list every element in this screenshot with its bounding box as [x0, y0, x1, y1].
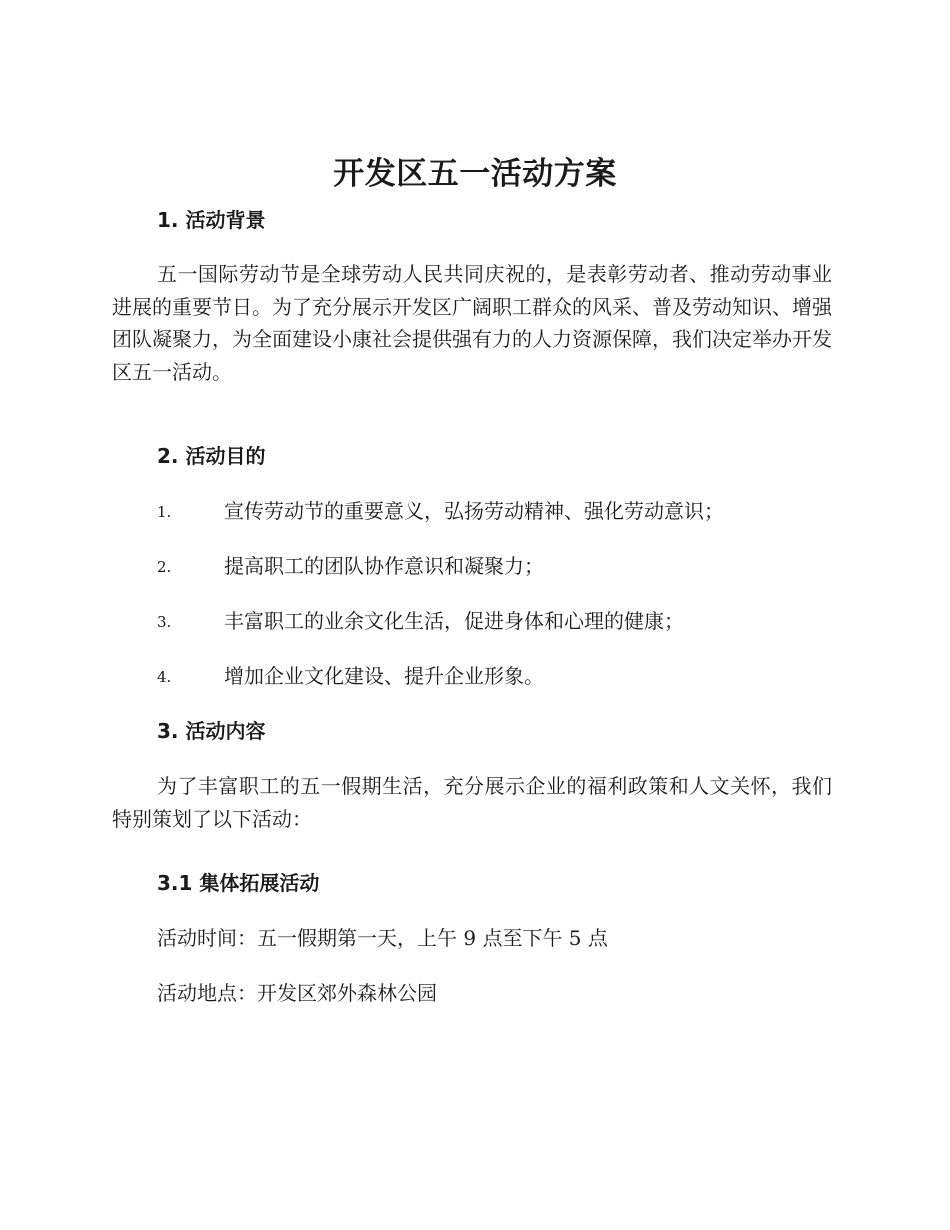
- section-heading-content: 3. 活动内容: [157, 719, 266, 743]
- section-heading-purpose: 2. 活动目的: [157, 444, 266, 468]
- list-item-text: 宣传劳动节的重要意义，弘扬劳动精神、强化劳动意识；: [224, 499, 724, 523]
- subsection-heading-team-building: 3.1 集体拓展活动: [157, 871, 320, 895]
- document-title: 开发区五一活动方案: [333, 156, 617, 192]
- purpose-list-item: [157, 607, 857, 635]
- purpose-list-item: [157, 552, 857, 580]
- list-item-text: 增加企业文化建设、提升企业形象。: [224, 664, 544, 688]
- list-item-text: 丰富职工的业余文化生活，促进身体和心理的健康；: [224, 609, 684, 633]
- content-paragraph: 为了丰富职工的五一假期生活，充分展示企业的福利政策和人文关怀，我们特别策划了以下活动：: [112, 774, 832, 831]
- list-item-number: 1.: [157, 503, 172, 521]
- list-item-number: 4.: [157, 668, 172, 686]
- list-item-number: 3.: [157, 613, 172, 631]
- activity-location: 活动地点：开发区郊外森林公园: [157, 981, 437, 1005]
- background-paragraph: 五一国际劳动节是全球劳动人民共同庆祝的，是表彰劳动者、推动劳动事业进展的重要节日。为了充分展示开发区广阔职工群众的风采、普及劳动知识、增强团队凝聚力，为全面建设小康社会提供强有力的人力资源保障，我们决定举办开发区五一活动。: [112, 262, 832, 384]
- list-item-number: 2.: [157, 558, 172, 576]
- purpose-list-item: [157, 497, 857, 525]
- activity-time: 活动时间：五一假期第一天，上午 9 点至下午 5 点: [157, 926, 608, 950]
- section-heading-background: 1. 活动背景: [157, 208, 266, 232]
- purpose-list-item: [157, 662, 857, 690]
- list-item-text: 提高职工的团队协作意识和凝聚力；: [224, 554, 544, 578]
